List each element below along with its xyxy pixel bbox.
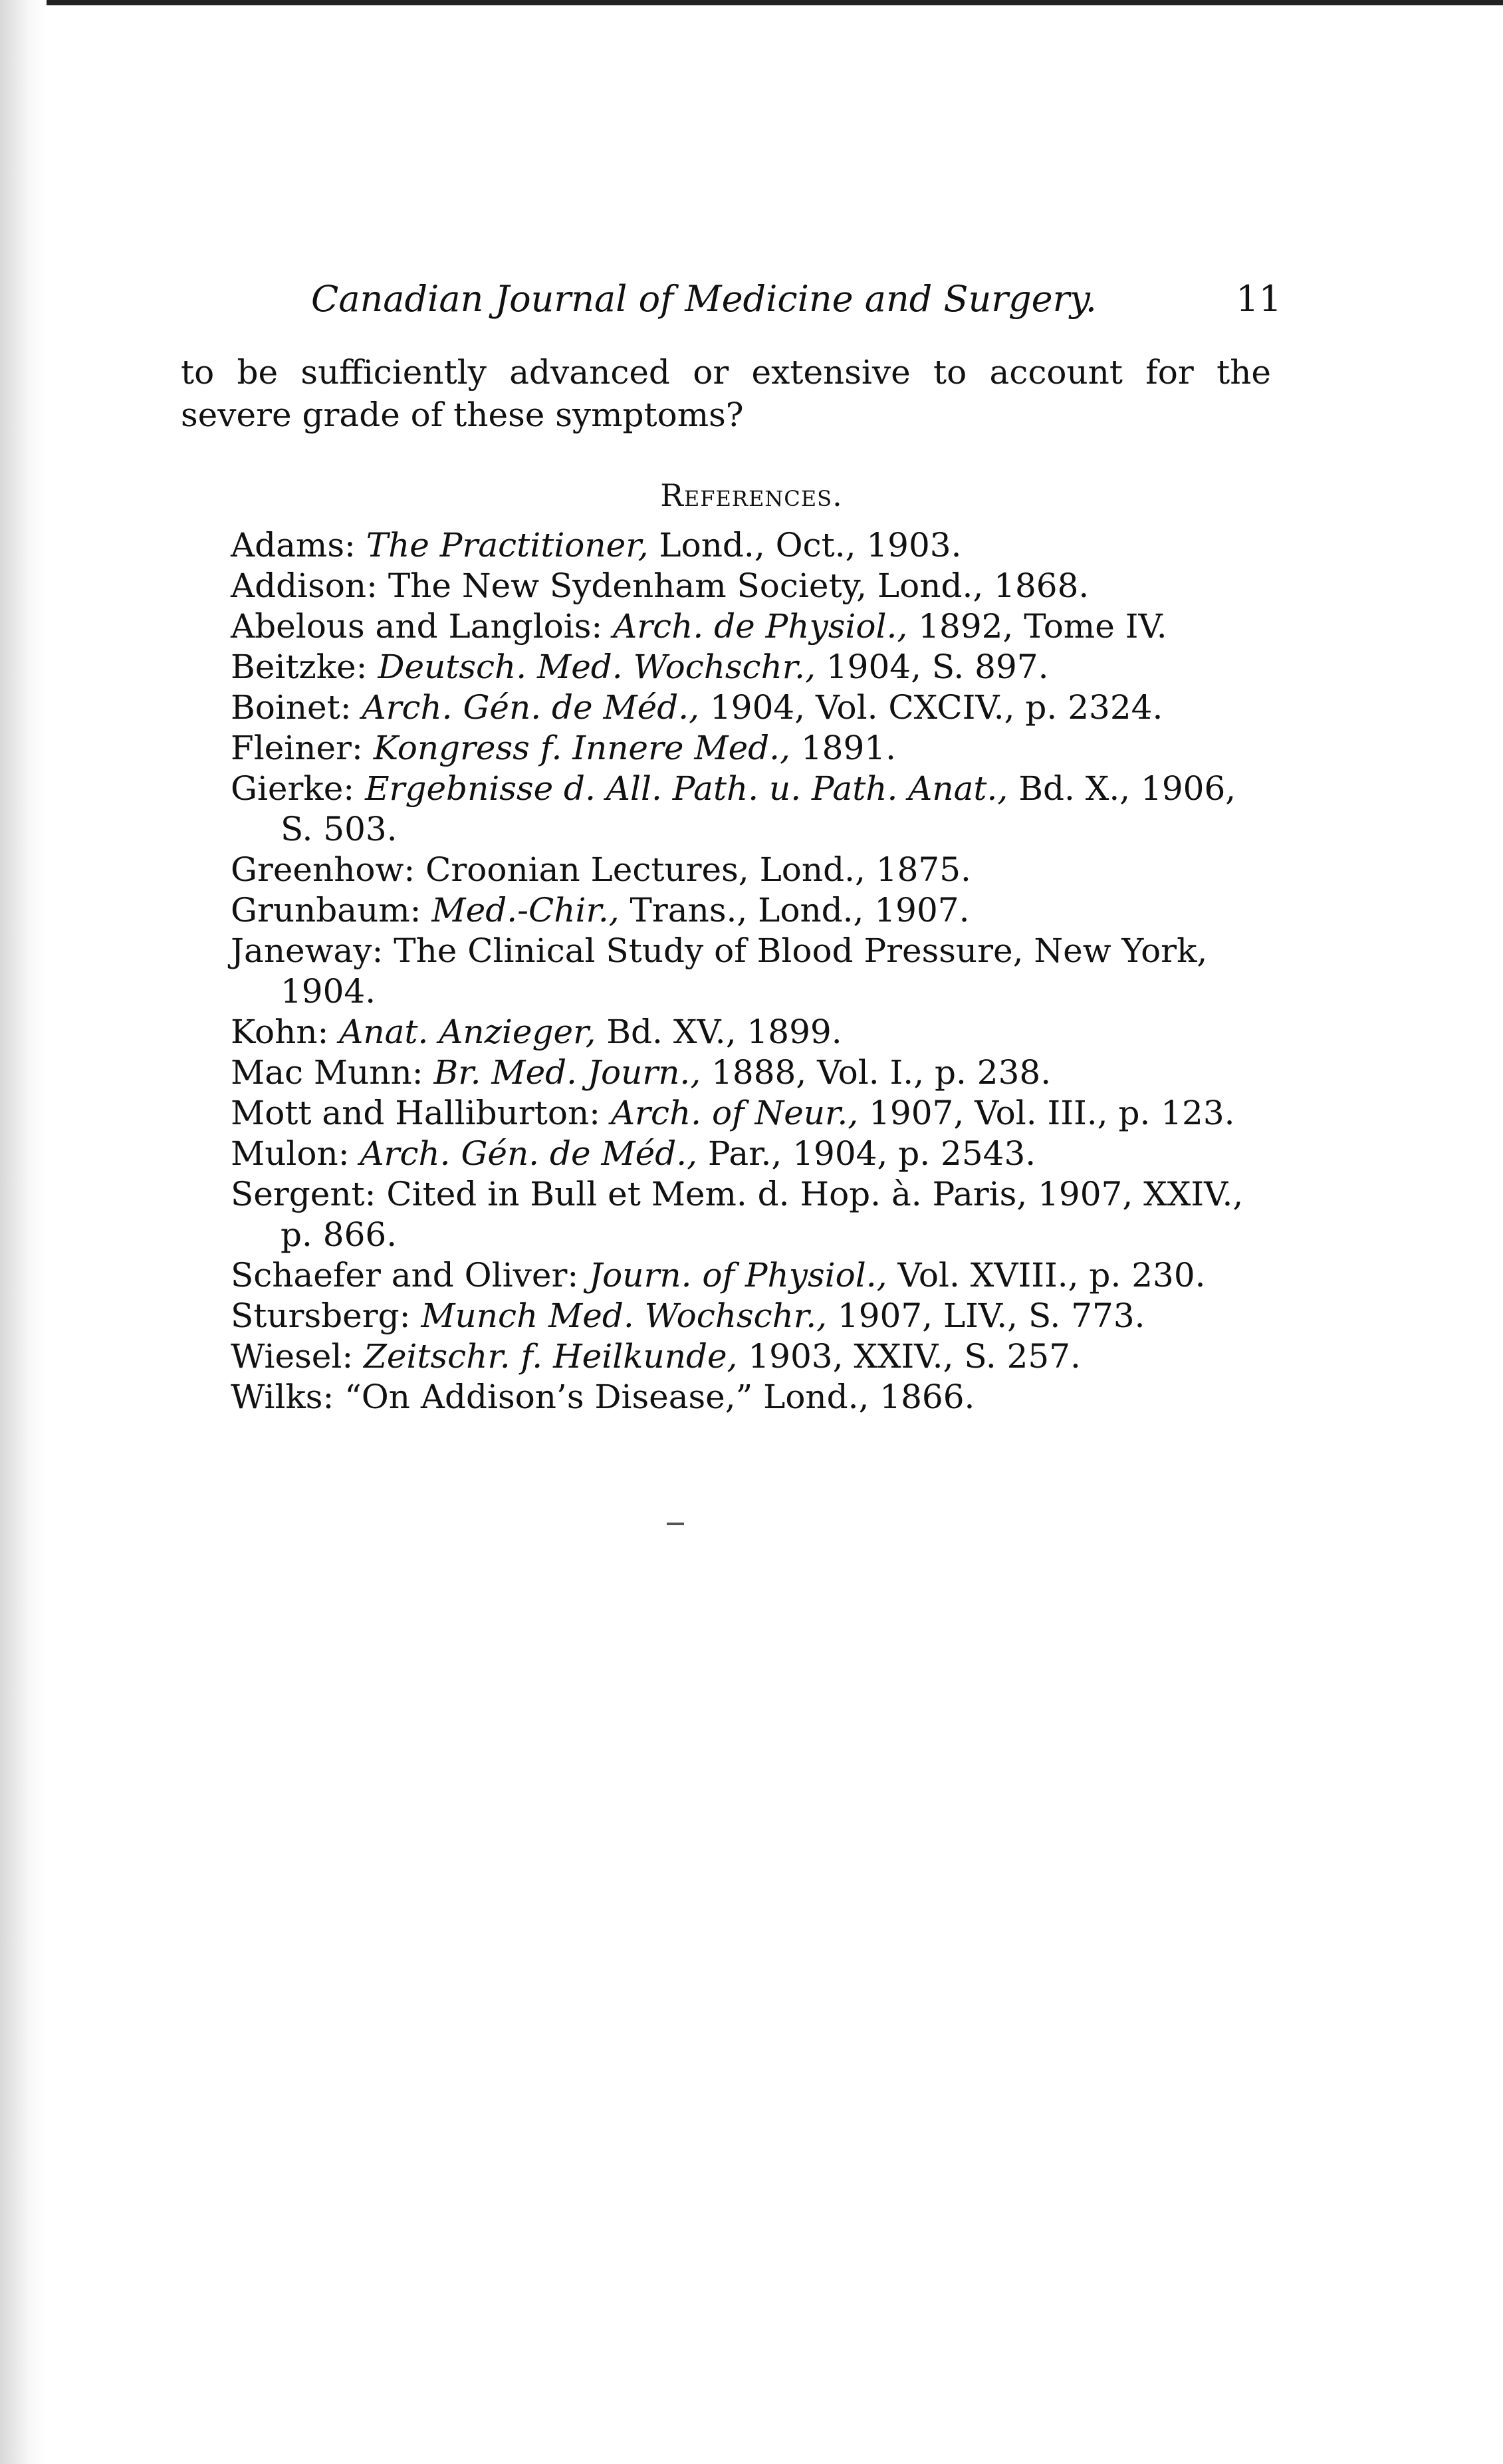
reference-author: Abelous and Langlois: (231, 607, 614, 646)
reference-source: Ergebnisse d. All. Path. u. Path. Anat., (365, 769, 1008, 808)
reference-source: Kongress f. Innere Med., (373, 729, 790, 767)
reference-details: 1891. (790, 729, 896, 767)
reference-details: Trans., Lond., 1907. (619, 891, 970, 929)
reference-author: Adams: (231, 526, 366, 564)
running-title: Canadian Journal of Medicine and Surgery. (311, 278, 1097, 320)
reference-item (231, 1336, 1271, 1377)
reference-source: Arch. of Neur., (610, 1094, 859, 1132)
reference-details: “On Addison’s Disease,” Lond., 1866. (344, 1378, 975, 1416)
reference-author: Mott and Halliburton: (231, 1094, 611, 1132)
reference-source: Deutsch. Med. Wochschr., (378, 648, 816, 686)
reference-details: 1907, LIV., S. 773. (827, 1296, 1145, 1335)
reference-author: Gierke: (231, 769, 366, 808)
reference-item (231, 1093, 1271, 1134)
top-border-rule (0, 0, 1503, 5)
reference-details: The New Sydenham Society, Lond., 1868. (388, 566, 1090, 605)
reference-item (231, 687, 1271, 728)
reference-item (231, 890, 1271, 931)
reference-source: Munch Med. Wochschr., (421, 1296, 828, 1335)
reference-source: Arch. de Physiol., (613, 607, 908, 646)
reference-details: 1892, Tome IV. (907, 607, 1167, 646)
reference-author: Sergent: (231, 1175, 387, 1213)
reference-source: Journ. of Physiol., (589, 1256, 887, 1294)
reference-author: Janeway: (231, 931, 394, 970)
reference-item (231, 566, 1271, 606)
reference-item (231, 606, 1271, 647)
reference-author: Grunbaum: (231, 891, 432, 929)
reference-details: 1903, XXIV., S. 257. (737, 1337, 1081, 1376)
reference-author: Greenhow: (231, 850, 426, 889)
reference-details: 1904, Vol. CXCIV., p. 2324. (699, 688, 1163, 727)
body-paragraph: to be sufficiently advanced or extensive to account for the severe grade of these symptoms? (181, 353, 1271, 434)
reference-item (231, 1255, 1271, 1296)
reference-source: The Practitioner, (366, 526, 649, 564)
reference-source: Zeitschr. f. Heilkunde, (364, 1337, 738, 1376)
reference-author: Schaefer and Oliver: (231, 1256, 590, 1294)
reference-item (231, 1012, 1271, 1052)
reference-details: Cited in Bull et Mem. d. Hop. à. Paris, 1907, XXIV., p. 866. (281, 1175, 1244, 1254)
reference-item (231, 931, 1271, 1012)
end-dash (667, 1523, 684, 1525)
reference-item (231, 1377, 1271, 1417)
reference-item (231, 1296, 1271, 1336)
references-heading: References. (660, 477, 843, 513)
reference-details: Croonian Lectures, Lond., 1875. (425, 850, 971, 889)
reference-details: 1907, Vol. III., p. 123. (858, 1094, 1235, 1132)
reference-author: Boinet: (231, 688, 362, 727)
reference-details: The Clinical Study of Blood Pressure, New York, 1904. (281, 931, 1208, 1011)
references-list (181, 525, 1271, 1417)
reference-details: Lond., Oct., 1903. (648, 526, 962, 564)
reference-item (231, 647, 1271, 687)
reference-source: Med.-Chir., (431, 891, 620, 929)
reference-author: Wilks: (231, 1378, 345, 1416)
reference-author: Fleiner: (231, 729, 374, 767)
reference-details: 1888, Vol. I., p. 238. (701, 1053, 1052, 1092)
running-header (311, 273, 1282, 326)
reference-source: Anat. Anzieger, (339, 1013, 596, 1051)
reference-details: 1904, S. 897. (815, 648, 1049, 686)
page-binding-edge (0, 0, 47, 2464)
reference-author: Wiesel: (231, 1337, 364, 1376)
reference-details: Bd. X., 1906, S. 503. (281, 769, 1236, 848)
reference-author: Stursberg: (231, 1296, 421, 1335)
reference-item (231, 1052, 1271, 1093)
reference-details: Par., 1904, p. 2543. (697, 1134, 1036, 1173)
reference-item (231, 1174, 1271, 1255)
reference-author: Mac Munn: (231, 1053, 434, 1092)
reference-item (231, 1134, 1271, 1174)
reference-author: Addison: (231, 566, 388, 605)
reference-author: Kohn: (231, 1013, 340, 1051)
reference-author: Mulon: (231, 1134, 360, 1173)
reference-item (231, 728, 1271, 769)
reference-author: Beitzke: (231, 648, 378, 686)
reference-details: Vol. XVIII., p. 230. (887, 1256, 1206, 1294)
page-number: 11 (1236, 278, 1282, 320)
reference-source: Br. Med. Journ., (433, 1053, 701, 1092)
reference-source: Arch. Gén. de Méd., (360, 1134, 698, 1173)
reference-item (231, 769, 1271, 850)
reference-item (231, 525, 1271, 566)
reference-details: Bd. XV., 1899. (596, 1013, 842, 1051)
reference-source: Arch. Gén. de Méd., (362, 688, 700, 727)
reference-item (231, 850, 1271, 890)
